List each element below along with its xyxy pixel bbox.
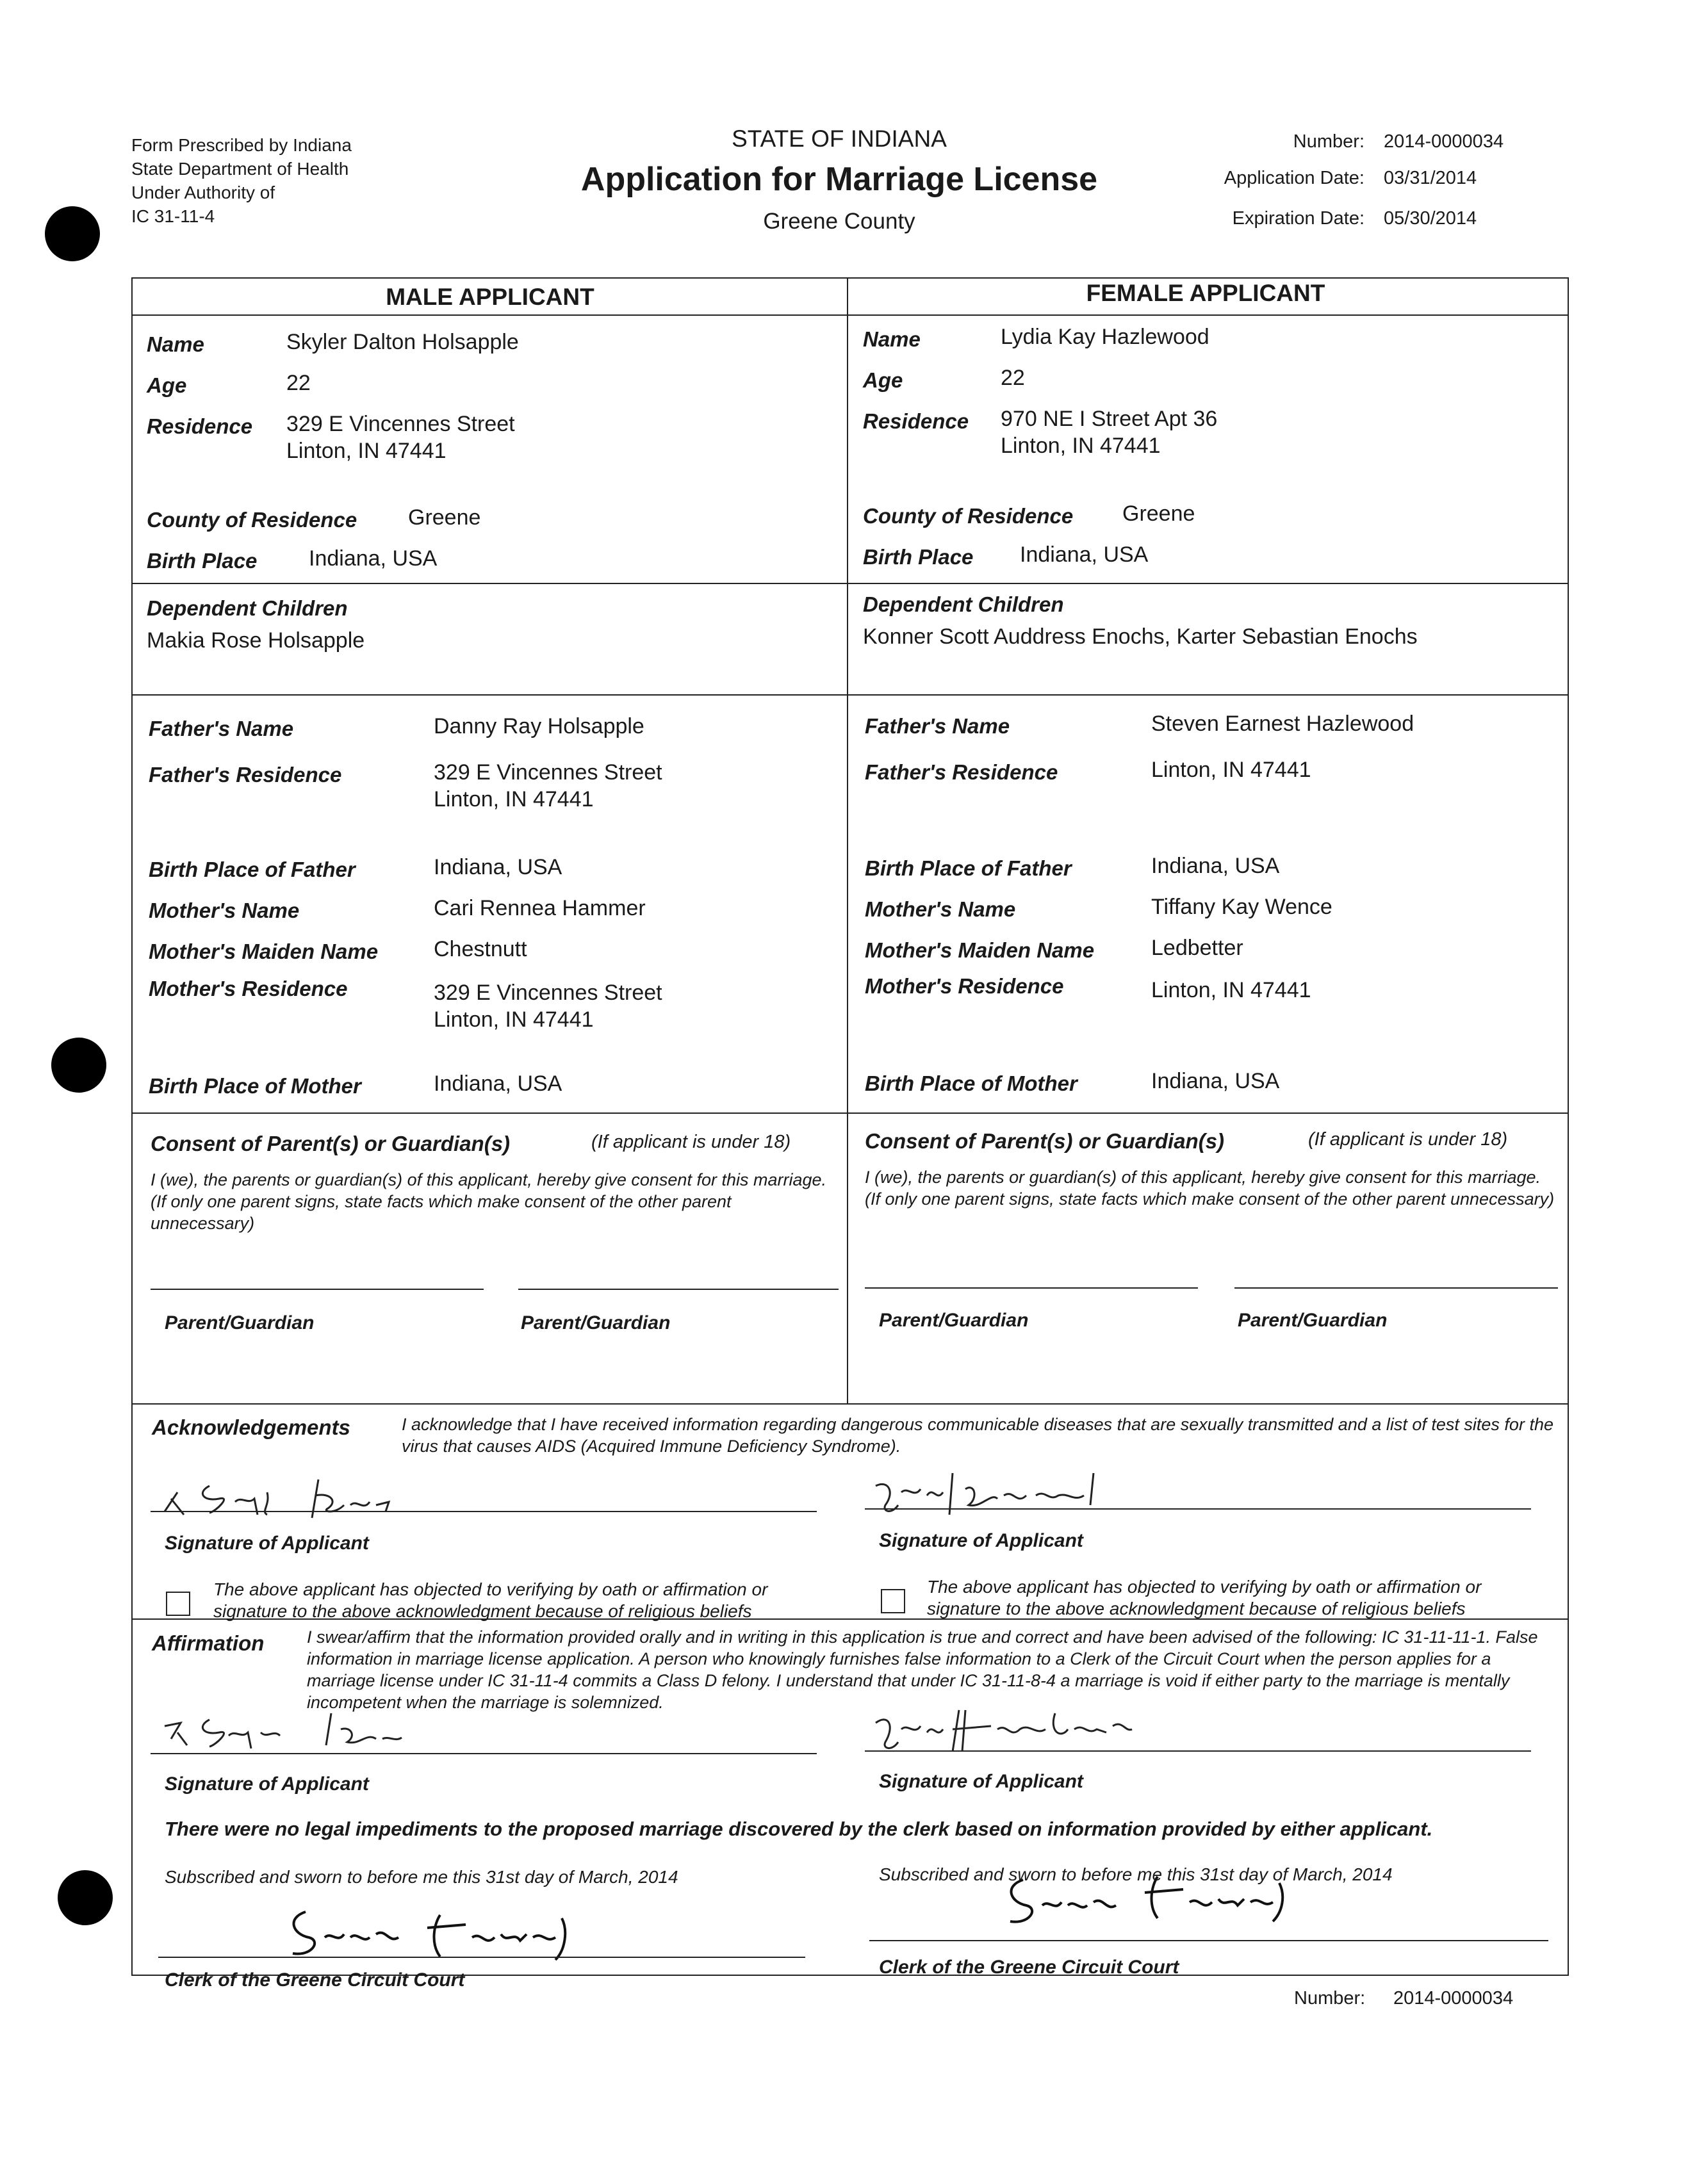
footer-number-value: 2014-0000034: [1393, 1988, 1514, 2009]
male-mother-birthplace-label: Birth Place of Mother: [149, 1074, 361, 1098]
form-prescribed-note: [131, 133, 426, 228]
male-ack-signature-label: Signature of Applicant: [165, 1533, 369, 1554]
female-father-residence-label: Father's Residence: [865, 760, 1058, 784]
male-consent-heading: Consent of Parent(s) or Guardian(s): [151, 1132, 511, 1155]
affirmation-text: I swear/affirm that the information provided orally and in writing in this application is true and correct and have been advised of the following: IC 31-11-11-1. False information in marriage license application. A person who knowingly furnishes false information to a Clerk of the Circuit Court when the person applies for a marriage license under IC 31-11-4 commits a Class D felony. I understand that under IC 31-11-8-4 a marriage is void if either party to the marriage is mentally incompetent when the marriage is solemnized.: [307, 1627, 1538, 1712]
male-county-label: County of Residence: [147, 508, 357, 532]
male-applicant-heading: MALE APPLICANT: [386, 284, 594, 310]
punch-hole-top: [45, 206, 100, 261]
female-age: 22: [1001, 366, 1025, 390]
female-mother-maiden-label: Mother's Maiden Name: [865, 938, 1095, 962]
male-mother-residence-line2: Linton, IN 47441: [434, 1007, 594, 1032]
female-father-residence-line1: Linton, IN 47441: [1151, 758, 1311, 782]
application-date-label: Application Date:: [1224, 168, 1364, 188]
male-name: Skyler Dalton Holsapple: [286, 330, 519, 354]
female-dependents: Konner Scott Auddress Enochs, Karter Sebastian Enochs: [863, 624, 1418, 649]
male-father-residence-line1: 329 E Vincennes Street: [434, 760, 662, 785]
affirmation-heading: Affirmation: [152, 1631, 265, 1655]
male-father-birthplace-label: Birth Place of Father: [149, 858, 356, 881]
female-name-label: Name: [863, 327, 921, 351]
rule-parents: [133, 694, 1568, 696]
female-consent-heading: Consent of Parent(s) or Guardian(s): [865, 1129, 1225, 1153]
male-father-birthplace: Indiana, USA: [434, 855, 562, 879]
male-residence-label: Residence: [147, 414, 253, 438]
clerk-signature-male-side: [280, 1899, 639, 1969]
male-guardian-label-2: Parent/Guardian: [521, 1312, 671, 1333]
female-residence-label: Residence: [863, 409, 969, 433]
footer-number-label: Number:: [1294, 1988, 1366, 2009]
female-mother-birthplace: Indiana, USA: [1151, 1069, 1280, 1093]
male-mother-maiden: Chestnutt: [434, 937, 527, 961]
female-mother-name-label: Mother's Name: [865, 897, 1016, 921]
female-residence-line2: Linton, IN 47441: [1001, 434, 1161, 458]
female-ack-signature-line: [865, 1508, 1531, 1510]
female-county: Greene: [1122, 501, 1195, 526]
female-ack-signature-label: Signature of Applicant: [879, 1530, 1083, 1551]
punch-hole-middle: [51, 1038, 106, 1093]
male-consent-note: (If applicant is under 18): [591, 1132, 791, 1152]
female-consent-note: (If applicant is under 18): [1308, 1129, 1508, 1150]
acknowledgements-heading: Acknowledgements: [152, 1415, 350, 1439]
female-clerk-label: Clerk of the Greene Circuit Court: [879, 1957, 1179, 1978]
male-affirmation-signature-label: Signature of Applicant: [165, 1773, 369, 1795]
male-subscribed-statement: Subscribed and sworn to before me this 31st day of March, 2014: [165, 1867, 678, 1887]
female-guardian-line-1: [865, 1287, 1198, 1289]
male-clerk-signature-line: [158, 1957, 805, 1958]
female-mother-residence-line1: Linton, IN 47441: [1151, 978, 1311, 1002]
expiration-date-value: 05/30/2014: [1384, 208, 1477, 229]
column-divider: [847, 279, 848, 1403]
male-age: 22: [286, 371, 311, 395]
female-mother-name: Tiffany Kay Wence: [1151, 895, 1332, 919]
female-affirmation-signature-label: Signature of Applicant: [879, 1771, 1083, 1792]
male-mother-residence-line1: 329 E Vincennes Street: [434, 981, 662, 1005]
female-county-label: County of Residence: [863, 504, 1074, 528]
male-father-residence-label: Father's Residence: [149, 763, 342, 786]
female-consent-text: I (we), the parents or guardian(s) of this applicant, hereby give consent for this marriage. (If only one parent signs, state facts which make consent of the other parent unnecessary): [865, 1168, 1555, 1209]
page-title: Application for Marriage License: [580, 161, 1098, 198]
state-heading: STATE OF INDIANA: [732, 126, 947, 152]
application-date-value: 03/31/2014: [1384, 168, 1477, 188]
rule-dependents: [133, 583, 1568, 584]
county-heading: Greene County: [763, 209, 915, 234]
number-value: 2014-0000034: [1384, 131, 1504, 152]
no-impediments-statement: There were no legal impediments to the proposed marriage discovered by the clerk based on information provided by either applicant.: [165, 1818, 1433, 1840]
clerk-signature-female-side: [997, 1867, 1369, 1937]
rule-consent: [133, 1112, 1568, 1114]
male-clerk-label: Clerk of the Greene Circuit Court: [165, 1969, 465, 1991]
male-mother-maiden-label: Mother's Maiden Name: [149, 940, 379, 963]
acknowledgements-text: I acknowledge that I have received information regarding dangerous communicable diseases that are sexually transmitted and a list of test sites for the virus that causes AIDS (Acquired Immune Deficiency Syndrome).: [402, 1415, 1553, 1456]
male-mother-residence-label: Mother's Residence: [149, 977, 348, 1000]
female-father-birthplace: Indiana, USA: [1151, 854, 1280, 878]
female-affirmation-signature: [863, 1694, 1222, 1764]
female-father-name-label: Father's Name: [865, 714, 1010, 738]
prescribed-line: Under Authority of: [131, 183, 275, 202]
male-consent-text: I (we), the parents or guardian(s) of this applicant, hereby give consent for this marriage. (If only one parent signs, state facts which make consent of the other parent unnecessary): [151, 1170, 827, 1233]
female-dependents-label: Dependent Children: [863, 592, 1064, 616]
male-father-name: Danny Ray Holsapple: [434, 714, 644, 738]
male-birthplace: Indiana, USA: [309, 546, 438, 571]
female-affirmation-signature-line: [865, 1750, 1531, 1752]
male-mother-name-label: Mother's Name: [149, 899, 300, 922]
female-mother-maiden: Ledbetter: [1151, 936, 1243, 960]
female-objection-checkbox[interactable]: [881, 1589, 905, 1613]
male-residence-line2: Linton, IN 47441: [286, 439, 447, 463]
prescribed-line: State Department of Health: [131, 159, 349, 179]
male-guardian-line-2: [518, 1289, 839, 1290]
female-guardian-label-1: Parent/Guardian: [879, 1310, 1029, 1331]
number-label: Number:: [1293, 131, 1364, 152]
male-mother-name: Cari Rennea Hammer: [434, 896, 646, 920]
male-birthplace-label: Birth Place: [147, 549, 258, 573]
female-residence-line1: 970 NE I Street Apt 36: [1001, 407, 1218, 431]
female-father-name: Steven Earnest Hazlewood: [1151, 712, 1414, 736]
male-father-residence-line2: Linton, IN 47441: [434, 787, 594, 811]
male-name-label: Name: [147, 332, 204, 356]
female-mother-residence-label: Mother's Residence: [865, 974, 1064, 998]
rule-acknowledgements: [133, 1403, 1568, 1405]
male-ack-signature-line: [151, 1511, 817, 1512]
prescribed-line: Form Prescribed by Indiana: [131, 135, 352, 155]
female-name: Lydia Kay Hazlewood: [1001, 325, 1209, 349]
female-guardian-label-2: Parent/Guardian: [1238, 1310, 1388, 1331]
female-age-label: Age: [863, 368, 903, 392]
application-form: [131, 277, 1569, 1991]
female-guardian-line-2: [1234, 1287, 1558, 1289]
heading-rule: [133, 314, 1568, 316]
female-birthplace-label: Birth Place: [863, 545, 974, 569]
female-applicant-heading: FEMALE APPLICANT: [1086, 280, 1325, 306]
male-county: Greene: [408, 505, 481, 530]
male-guardian-line-1: [151, 1289, 484, 1290]
male-objection-text: The above applicant has objected to verifying by oath or affirmation or signature to the above acknowledgment because of religious beliefs: [213, 1579, 768, 1621]
female-subscribed-statement: Subscribed and sworn to before me this 31st day of March, 2014: [879, 1864, 1393, 1884]
expiration-date-label: Expiration Date:: [1232, 208, 1364, 229]
male-objection-checkbox[interactable]: [166, 1592, 190, 1616]
male-affirmation-signature: [158, 1700, 491, 1758]
male-ack-signature: [158, 1467, 491, 1524]
prescribed-line: IC 31-11-4: [131, 206, 215, 226]
female-objection-text: The above applicant has objected to verifying by oath or affirmation or signature to the above acknowledgment because of religious beliefs: [927, 1577, 1482, 1618]
male-dependents: Makia Rose Holsapple: [147, 628, 365, 653]
male-dependents-label: Dependent Children: [147, 596, 348, 620]
female-mother-birthplace-label: Birth Place of Mother: [865, 1072, 1078, 1095]
male-age-label: Age: [147, 373, 187, 397]
female-ack-signature: [863, 1460, 1209, 1524]
punch-hole-bottom: [58, 1870, 113, 1925]
female-birthplace: Indiana, USA: [1020, 542, 1149, 567]
male-affirmation-signature-line: [151, 1753, 817, 1754]
female-clerk-signature-line: [869, 1940, 1548, 1941]
female-father-birthplace-label: Birth Place of Father: [865, 856, 1072, 880]
male-mother-birthplace: Indiana, USA: [434, 1072, 562, 1096]
male-residence-line1: 329 E Vincennes Street: [286, 412, 515, 436]
male-father-name-label: Father's Name: [149, 717, 294, 740]
male-guardian-label-1: Parent/Guardian: [165, 1312, 315, 1333]
